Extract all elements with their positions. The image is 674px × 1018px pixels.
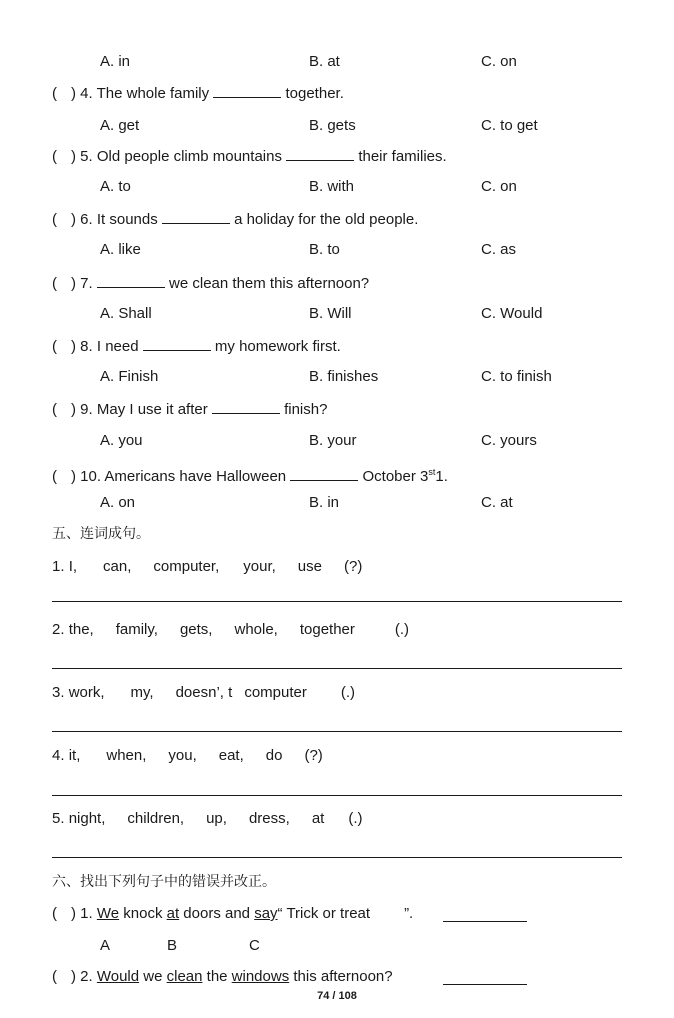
question-8: ( ) 8. I need my homework first. xyxy=(52,338,341,355)
section-6-title: 六、找出下列句子中的错误并改正。 xyxy=(52,874,276,890)
q4-option-c: C. to get xyxy=(481,117,538,134)
error-letter-a: A xyxy=(100,937,111,954)
answer-blank xyxy=(143,337,211,351)
answer-blank xyxy=(97,274,165,288)
q10-option-b: B. in xyxy=(309,494,340,511)
q9-option-b: B. your xyxy=(309,432,357,449)
answer-line xyxy=(52,795,622,796)
answer-blank xyxy=(212,400,280,414)
question-6: ( ) 6. It sounds a holiday for the old people. xyxy=(52,211,419,228)
q3-option-b: B. at xyxy=(309,53,340,70)
correction-blank xyxy=(443,984,527,985)
answer-blank xyxy=(290,467,358,481)
error-letter-c: C xyxy=(249,937,260,954)
reorder-item-2: 2. the, family, gets, whole, together (.) xyxy=(52,621,410,638)
q6-option-b: B. to xyxy=(309,241,340,258)
q3-option-c: C. on xyxy=(481,53,517,70)
q8-option-b: B. finishes xyxy=(309,368,379,385)
answer-blank xyxy=(286,147,354,161)
q6-option-a: A. like xyxy=(100,241,141,258)
q7-option-a: A. Shall xyxy=(100,305,152,322)
q4-option-a: A. get xyxy=(100,117,140,134)
answer-blank xyxy=(213,84,281,98)
q5-option-a: A. to xyxy=(100,178,131,195)
answer-line xyxy=(52,857,622,858)
q8-option-a: A. Finish xyxy=(100,368,159,385)
q8-option-c: C. to finish xyxy=(481,368,552,385)
reorder-item-3: 3. work, my, doesn’, t computer (.) xyxy=(52,684,356,701)
question-4: ( ) 4. The whole family together. xyxy=(52,85,344,102)
q5-option-c: C. on xyxy=(481,178,517,195)
answer-line xyxy=(52,601,622,602)
q3-option-a: A. in xyxy=(100,53,131,70)
question-5: ( ) 5. Old people climb mountains their families. xyxy=(52,148,447,165)
answer-blank xyxy=(162,210,230,224)
question-7: ( ) 7. we clean them this afternoon? xyxy=(52,275,370,292)
page-number: 74 / 108 xyxy=(317,990,357,1002)
q10-option-a: A. on xyxy=(100,494,136,511)
reorder-item-1: 1. I, can, computer, your, use (?) xyxy=(52,558,363,575)
question-10: ( ) 10. Americans have Halloween October 3st1. xyxy=(52,467,448,485)
q6-option-c: C. as xyxy=(481,241,517,258)
question-9: ( ) 9. May I use it after finish? xyxy=(52,401,328,418)
q5-option-b: B. with xyxy=(309,178,355,195)
section-5-title: 五、连词成句。 xyxy=(52,526,150,542)
q9-option-c: C. yours xyxy=(481,432,537,449)
error-question-2: ( ) 2. Would we clean the windows this afternoon? xyxy=(52,968,393,985)
q7-option-b: B. Will xyxy=(309,305,352,322)
reorder-item-4: 4. it, when, you, eat, do (?) xyxy=(52,747,323,764)
correction-blank xyxy=(443,921,527,922)
reorder-item-5: 5. night, children, up, dress, at (.) xyxy=(52,810,363,827)
error-letter-b: B xyxy=(167,937,178,954)
q9-option-a: A. you xyxy=(100,432,143,449)
q7-option-c: C. Would xyxy=(481,305,543,322)
error-question-1: ( ) 1. We knock at doors and say“ Trick or treat ”. xyxy=(52,905,414,922)
answer-line xyxy=(52,731,622,732)
q4-option-b: B. gets xyxy=(309,117,356,134)
answer-line xyxy=(52,668,622,669)
q10-option-c: C. at xyxy=(481,494,513,511)
